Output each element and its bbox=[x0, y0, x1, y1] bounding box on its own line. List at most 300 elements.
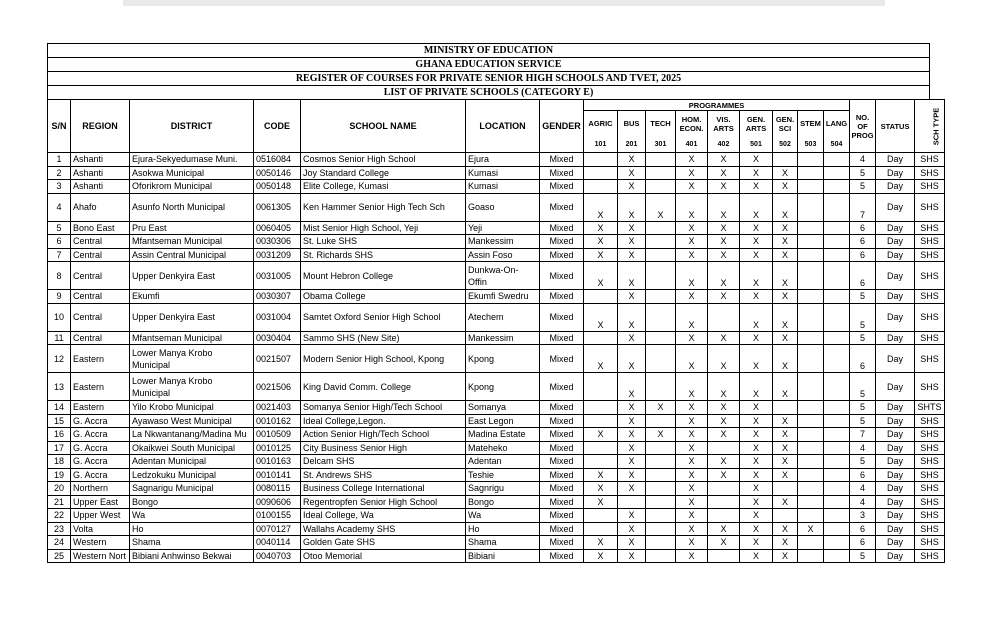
cell-programme-mark: X bbox=[618, 193, 646, 221]
cell-programme-mark bbox=[646, 455, 676, 469]
cell-gender: Mixed bbox=[540, 221, 584, 235]
cell-programme-mark bbox=[584, 414, 618, 428]
top-scroll-bar bbox=[123, 0, 885, 6]
cell-gender: Mixed bbox=[540, 482, 584, 496]
cell-programme-mark bbox=[646, 290, 676, 304]
cell-status: Day bbox=[876, 221, 915, 235]
cell-programme-mark: X bbox=[740, 549, 773, 563]
cell-programme-mark bbox=[824, 193, 850, 221]
cell-programme-mark bbox=[646, 345, 676, 373]
cell-programme-mark bbox=[584, 522, 618, 536]
table-row bbox=[48, 193, 945, 221]
cell-programme-mark bbox=[824, 509, 850, 523]
cell-location: Kumasi bbox=[466, 180, 540, 194]
cell-district: Upper Denkyira East bbox=[130, 262, 254, 290]
cell-region: Northern bbox=[71, 482, 130, 496]
header-school-name: SCHOOL NAME bbox=[301, 100, 466, 153]
cell-region: Western Nort bbox=[71, 549, 130, 563]
cell-code: 0031004 bbox=[254, 303, 301, 331]
cell-sch-type: SHS bbox=[915, 482, 945, 496]
cell-programme-mark bbox=[584, 153, 618, 167]
cell-code: 0030307 bbox=[254, 290, 301, 304]
header-programme-name: TECH bbox=[646, 111, 676, 137]
cell-code: 0050148 bbox=[254, 180, 301, 194]
cell-school-name: Business College International bbox=[301, 482, 466, 496]
cell-sch-type: SHS bbox=[915, 153, 945, 167]
cell-programme-mark bbox=[798, 428, 824, 442]
cell-district: Asunfo North Municipal bbox=[130, 193, 254, 221]
cell-programme-mark bbox=[618, 495, 646, 509]
cell-gender: Mixed bbox=[540, 428, 584, 442]
table-row bbox=[48, 509, 945, 523]
cell-school-name: Golden Gate SHS bbox=[301, 536, 466, 550]
cell-school-name: Somanya Senior High/Tech School bbox=[301, 401, 466, 415]
cell-sch-type: SHS bbox=[915, 248, 945, 262]
cell-district: Upper Denkyira East bbox=[130, 303, 254, 331]
cell-programme-mark: X bbox=[676, 536, 708, 550]
cell-programme-mark: X bbox=[708, 468, 740, 482]
cell-status: Day bbox=[876, 414, 915, 428]
cell-programme-mark bbox=[773, 482, 798, 496]
cell-programme-mark: X bbox=[676, 495, 708, 509]
cell-sn: 10 bbox=[48, 303, 71, 331]
cell-programme-mark bbox=[798, 401, 824, 415]
cell-programme-mark: X bbox=[773, 166, 798, 180]
cell-programme-mark bbox=[646, 248, 676, 262]
cell-sn: 3 bbox=[48, 180, 71, 194]
cell-school-name: Ken Hammer Senior High Tech Sch bbox=[301, 193, 466, 221]
cell-location: Adentan bbox=[466, 455, 540, 469]
cell-programme-mark: X bbox=[708, 262, 740, 290]
cell-code: 0070127 bbox=[254, 522, 301, 536]
cell-programme-mark bbox=[708, 495, 740, 509]
cell-no-prog: 6 bbox=[850, 522, 876, 536]
cell-location: Madina Estate bbox=[466, 428, 540, 442]
cell-location: Bibiani bbox=[466, 549, 540, 563]
cell-programme-mark: X bbox=[773, 345, 798, 373]
cell-district: Ho bbox=[130, 522, 254, 536]
cell-district: Ayawaso West Municipal bbox=[130, 414, 254, 428]
cell-gender: Mixed bbox=[540, 455, 584, 469]
cell-programme-mark bbox=[646, 549, 676, 563]
cell-programme-mark: X bbox=[676, 262, 708, 290]
cell-programme-mark: X bbox=[676, 373, 708, 401]
cell-sn: 7 bbox=[48, 248, 71, 262]
table-row bbox=[48, 455, 945, 469]
cell-programme-mark bbox=[646, 373, 676, 401]
cell-programme-mark bbox=[824, 536, 850, 550]
cell-school-name: Elite College, Kumasi bbox=[301, 180, 466, 194]
cell-programme-mark bbox=[798, 262, 824, 290]
cell-gender: Mixed bbox=[540, 414, 584, 428]
cell-programme-mark: X bbox=[708, 536, 740, 550]
cell-programme-mark: X bbox=[773, 495, 798, 509]
cell-programme-mark: X bbox=[773, 262, 798, 290]
cell-sn: 2 bbox=[48, 166, 71, 180]
cell-school-name: Delcam SHS bbox=[301, 455, 466, 469]
cell-code: 0031209 bbox=[254, 248, 301, 262]
cell-district: Bongo bbox=[130, 495, 254, 509]
header-programme-name: LANG bbox=[824, 111, 850, 137]
cell-gender: Mixed bbox=[540, 166, 584, 180]
cell-programme-mark bbox=[646, 522, 676, 536]
cell-programme-mark bbox=[646, 441, 676, 455]
cell-programme-mark: X bbox=[676, 290, 708, 304]
cell-status: Day bbox=[876, 455, 915, 469]
cell-district: Adentan Municipal bbox=[130, 455, 254, 469]
cell-status: Day bbox=[876, 303, 915, 331]
cell-programme-mark bbox=[584, 509, 618, 523]
cell-location: Yeji bbox=[466, 221, 540, 235]
cell-location: Somanya bbox=[466, 401, 540, 415]
cell-district: Mfantseman Municipal bbox=[130, 331, 254, 345]
cell-gender: Mixed bbox=[540, 262, 584, 290]
cell-status: Day bbox=[876, 262, 915, 290]
cell-sch-type: SHS bbox=[915, 455, 945, 469]
cell-region: Eastern bbox=[71, 401, 130, 415]
cell-region: Eastern bbox=[71, 373, 130, 401]
cell-sn: 16 bbox=[48, 428, 71, 442]
cell-programme-mark: X bbox=[646, 401, 676, 415]
cell-programme-mark: X bbox=[708, 455, 740, 469]
cell-gender: Mixed bbox=[540, 303, 584, 331]
cell-programme-mark bbox=[646, 262, 676, 290]
cell-programme-mark: X bbox=[618, 290, 646, 304]
cell-programme-mark bbox=[646, 414, 676, 428]
cell-programme-mark: X bbox=[708, 331, 740, 345]
cell-programme-mark: X bbox=[740, 428, 773, 442]
cell-sn: 4 bbox=[48, 193, 71, 221]
cell-gender: Mixed bbox=[540, 331, 584, 345]
cell-school-name: Samtet Oxford Senior High School bbox=[301, 303, 466, 331]
cell-no-prog: 5 bbox=[850, 401, 876, 415]
cell-sch-type: SHS bbox=[915, 193, 945, 221]
cell-sch-type: SHS bbox=[915, 345, 945, 373]
cell-district: Yilo Krobo Municipal bbox=[130, 401, 254, 415]
cell-status: Day bbox=[876, 180, 915, 194]
cell-programme-mark: X bbox=[773, 428, 798, 442]
cell-programme-mark: X bbox=[676, 441, 708, 455]
cell-programme-mark: X bbox=[708, 401, 740, 415]
cell-code: 0080115 bbox=[254, 482, 301, 496]
cell-location: Wa bbox=[466, 509, 540, 523]
table-row bbox=[48, 482, 945, 496]
cell-programme-mark bbox=[584, 455, 618, 469]
cell-status: Day bbox=[876, 468, 915, 482]
header-gender: GENDER bbox=[540, 100, 584, 153]
cell-programme-mark bbox=[824, 482, 850, 496]
cell-sch-type: SHS bbox=[915, 221, 945, 235]
cell-district: Ejura-Sekyedumase Muni. bbox=[130, 153, 254, 167]
cell-programme-mark: X bbox=[740, 153, 773, 167]
cell-region: G. Accra bbox=[71, 428, 130, 442]
cell-school-name: Action Senior High/Tech School bbox=[301, 428, 466, 442]
cell-programme-mark bbox=[798, 153, 824, 167]
cell-programme-mark bbox=[646, 221, 676, 235]
cell-programme-mark: X bbox=[676, 166, 708, 180]
cell-no-prog: 5 bbox=[850, 180, 876, 194]
cell-programme-mark bbox=[708, 303, 740, 331]
cell-sn: 20 bbox=[48, 482, 71, 496]
table-row bbox=[48, 262, 945, 290]
cell-school-name: Sammo SHS (New Site) bbox=[301, 331, 466, 345]
cell-gender: Mixed bbox=[540, 193, 584, 221]
cell-district: Wa bbox=[130, 509, 254, 523]
cell-programme-mark: X bbox=[618, 153, 646, 167]
cell-sn: 8 bbox=[48, 262, 71, 290]
cell-school-name: Otoo Memorial bbox=[301, 549, 466, 563]
cell-programme-mark: X bbox=[618, 455, 646, 469]
cell-region: Volta bbox=[71, 522, 130, 536]
cell-code: 0040703 bbox=[254, 549, 301, 563]
cell-programme-mark: X bbox=[708, 235, 740, 249]
cell-programme-mark bbox=[798, 549, 824, 563]
cell-programme-mark: X bbox=[584, 248, 618, 262]
cell-programme-mark bbox=[708, 482, 740, 496]
cell-district: Lower Manya Krobo Municipal bbox=[130, 345, 254, 373]
cell-no-prog: 4 bbox=[850, 495, 876, 509]
cell-programme-mark bbox=[708, 509, 740, 523]
cell-sn: 5 bbox=[48, 221, 71, 235]
cell-region: Upper West bbox=[71, 509, 130, 523]
cell-sch-type: SHS bbox=[915, 290, 945, 304]
cell-programme-mark: X bbox=[740, 536, 773, 550]
cell-programme-mark: X bbox=[740, 401, 773, 415]
cell-programme-mark bbox=[773, 401, 798, 415]
cell-programme-mark bbox=[798, 221, 824, 235]
table-row bbox=[48, 401, 945, 415]
cell-school-name: Ideal College,Legon. bbox=[301, 414, 466, 428]
cell-location: Atechem bbox=[466, 303, 540, 331]
table-row bbox=[48, 345, 945, 373]
cell-status: Day bbox=[876, 441, 915, 455]
cell-sn: 9 bbox=[48, 290, 71, 304]
cell-status: Day bbox=[876, 345, 915, 373]
cell-code: 0030404 bbox=[254, 331, 301, 345]
cell-code: 0090606 bbox=[254, 495, 301, 509]
cell-gender: Mixed bbox=[540, 248, 584, 262]
cell-programme-mark: X bbox=[740, 509, 773, 523]
cell-programme-mark bbox=[824, 414, 850, 428]
header-programme-name: STEM bbox=[798, 111, 824, 137]
cell-programme-mark bbox=[646, 153, 676, 167]
cell-programme-mark: X bbox=[584, 495, 618, 509]
cell-programme-mark: X bbox=[676, 455, 708, 469]
cell-status: Day bbox=[876, 153, 915, 167]
cell-gender: Mixed bbox=[540, 290, 584, 304]
cell-programme-mark: X bbox=[676, 414, 708, 428]
table-row bbox=[48, 235, 945, 249]
cell-school-name: Mist Senior High School, Yeji bbox=[301, 221, 466, 235]
cell-programme-mark: X bbox=[740, 303, 773, 331]
cell-region: G. Accra bbox=[71, 455, 130, 469]
cell-no-prog: 5 bbox=[850, 303, 876, 331]
cell-programme-mark bbox=[584, 441, 618, 455]
cell-programme-mark: X bbox=[618, 509, 646, 523]
cell-school-name: Regentropfen Senior High School bbox=[301, 495, 466, 509]
header-programme-name: VIS. ARTS bbox=[708, 111, 740, 137]
cell-programme-mark: X bbox=[740, 468, 773, 482]
cell-programme-mark: X bbox=[773, 536, 798, 550]
cell-programme-mark bbox=[824, 401, 850, 415]
cell-sch-type: SHS bbox=[915, 262, 945, 290]
header-programme-code: 401 bbox=[676, 137, 708, 153]
cell-sn: 21 bbox=[48, 495, 71, 509]
cell-programme-mark: X bbox=[618, 468, 646, 482]
cell-gender: Mixed bbox=[540, 373, 584, 401]
cell-programme-mark: X bbox=[618, 441, 646, 455]
cell-programme-mark: X bbox=[676, 522, 708, 536]
cell-programme-mark: X bbox=[740, 482, 773, 496]
cell-programme-mark bbox=[646, 235, 676, 249]
cell-status: Day bbox=[876, 331, 915, 345]
cell-district: Pru East bbox=[130, 221, 254, 235]
cell-programme-mark: X bbox=[740, 455, 773, 469]
cell-sn: 1 bbox=[48, 153, 71, 167]
cell-region: Ahafo bbox=[71, 193, 130, 221]
cell-programme-mark bbox=[798, 303, 824, 331]
table-row bbox=[48, 290, 945, 304]
cell-sch-type: SHS bbox=[915, 166, 945, 180]
cell-programme-mark bbox=[584, 180, 618, 194]
cell-region: Western bbox=[71, 536, 130, 550]
cell-no-prog: 7 bbox=[850, 193, 876, 221]
cell-status: Day bbox=[876, 428, 915, 442]
cell-programme-mark: X bbox=[740, 166, 773, 180]
cell-status: Day bbox=[876, 482, 915, 496]
table-row bbox=[48, 180, 945, 194]
cell-programme-mark: X bbox=[618, 235, 646, 249]
cell-no-prog: 4 bbox=[850, 482, 876, 496]
cell-programme-mark bbox=[646, 468, 676, 482]
cell-programme-mark: X bbox=[773, 522, 798, 536]
cell-programme-mark bbox=[798, 414, 824, 428]
cell-programme-mark: X bbox=[584, 262, 618, 290]
cell-programme-mark bbox=[798, 345, 824, 373]
header-programme-code: 201 bbox=[618, 137, 646, 153]
cell-gender: Mixed bbox=[540, 153, 584, 167]
cell-region: G. Accra bbox=[71, 441, 130, 455]
cell-programme-mark: X bbox=[584, 428, 618, 442]
cell-region: G. Accra bbox=[71, 468, 130, 482]
cell-programme-mark bbox=[824, 495, 850, 509]
cell-programme-mark bbox=[798, 290, 824, 304]
cell-no-prog: 5 bbox=[850, 455, 876, 469]
cell-programme-mark bbox=[798, 373, 824, 401]
cell-programme-mark bbox=[584, 166, 618, 180]
cell-status: Day bbox=[876, 495, 915, 509]
cell-sch-type: SHS bbox=[915, 303, 945, 331]
cell-status: Day bbox=[876, 193, 915, 221]
cell-sn: 17 bbox=[48, 441, 71, 455]
cell-programme-mark: X bbox=[740, 180, 773, 194]
cell-code: 0061305 bbox=[254, 193, 301, 221]
cell-gender: Mixed bbox=[540, 401, 584, 415]
cell-programme-mark: X bbox=[773, 373, 798, 401]
cell-programme-mark: X bbox=[740, 441, 773, 455]
header-programme-code: 504 bbox=[824, 137, 850, 153]
schools-table bbox=[47, 99, 945, 563]
cell-programme-mark bbox=[798, 495, 824, 509]
cell-programme-mark: X bbox=[618, 522, 646, 536]
cell-school-name: Cosmos Senior High School bbox=[301, 153, 466, 167]
cell-programme-mark: X bbox=[773, 441, 798, 455]
cell-school-name: King David Comm. College bbox=[301, 373, 466, 401]
cell-location: Mankessim bbox=[466, 331, 540, 345]
cell-no-prog: 3 bbox=[850, 509, 876, 523]
cell-school-name: Ideal College, Wa bbox=[301, 509, 466, 523]
cell-sn: 18 bbox=[48, 455, 71, 469]
cell-school-name: Obama College bbox=[301, 290, 466, 304]
cell-programme-mark bbox=[824, 345, 850, 373]
cell-school-name: St. Richards SHS bbox=[301, 248, 466, 262]
cell-programme-mark: X bbox=[618, 401, 646, 415]
cell-region: Central bbox=[71, 303, 130, 331]
header-programme-code: 402 bbox=[708, 137, 740, 153]
cell-location: Shama bbox=[466, 536, 540, 550]
cell-sn: 15 bbox=[48, 414, 71, 428]
cell-status: Day bbox=[876, 373, 915, 401]
header-programme-code: 301 bbox=[646, 137, 676, 153]
cell-programme-mark bbox=[798, 193, 824, 221]
cell-programme-mark bbox=[798, 180, 824, 194]
header-sn: S/N bbox=[48, 100, 71, 153]
cell-sch-type: SHS bbox=[915, 441, 945, 455]
cell-programme-mark bbox=[646, 166, 676, 180]
cell-programme-mark bbox=[824, 235, 850, 249]
document-sheet bbox=[47, 43, 942, 563]
cell-district: Bibiani Anhwinso Bekwai bbox=[130, 549, 254, 563]
cell-programme-mark bbox=[798, 509, 824, 523]
cell-programme-mark: X bbox=[676, 303, 708, 331]
title-service: GHANA EDUCATION SERVICE bbox=[48, 58, 929, 72]
cell-programme-mark: X bbox=[676, 401, 708, 415]
table-row bbox=[48, 221, 945, 235]
cell-no-prog: 7 bbox=[850, 428, 876, 442]
cell-location: Ejura bbox=[466, 153, 540, 167]
cell-programme-mark bbox=[584, 290, 618, 304]
header-sch-type: SCH TYPE bbox=[915, 100, 945, 153]
cell-programme-mark: X bbox=[708, 373, 740, 401]
cell-programme-mark: X bbox=[676, 345, 708, 373]
cell-sch-type: SHS bbox=[915, 373, 945, 401]
cell-programme-mark: X bbox=[708, 180, 740, 194]
cell-programme-mark: X bbox=[798, 522, 824, 536]
cell-code: 0010162 bbox=[254, 414, 301, 428]
cell-programme-mark: X bbox=[584, 345, 618, 373]
header-district: DISTRICT bbox=[130, 100, 254, 153]
cell-programme-mark: X bbox=[618, 345, 646, 373]
cell-code: 0010163 bbox=[254, 455, 301, 469]
cell-programme-mark bbox=[824, 373, 850, 401]
table-row bbox=[48, 428, 945, 442]
cell-programme-mark: X bbox=[618, 482, 646, 496]
cell-district: Okaikwei South Municipal bbox=[130, 441, 254, 455]
header-location: LOCATION bbox=[466, 100, 540, 153]
title-register: REGISTER OF COURSES FOR PRIVATE SENIOR HIGH SCHOOLS AND TVET, 2025 bbox=[48, 72, 929, 86]
cell-no-prog: 5 bbox=[850, 549, 876, 563]
cell-sch-type: SHS bbox=[915, 549, 945, 563]
header-programme-name: BUS bbox=[618, 111, 646, 137]
cell-sch-type: SHS bbox=[915, 495, 945, 509]
cell-programme-mark bbox=[584, 401, 618, 415]
header-programme-code: 101 bbox=[584, 137, 618, 153]
cell-region: Central bbox=[71, 262, 130, 290]
cell-programme-mark bbox=[824, 180, 850, 194]
cell-programme-mark: X bbox=[708, 428, 740, 442]
cell-gender: Mixed bbox=[540, 441, 584, 455]
cell-programme-mark: X bbox=[618, 536, 646, 550]
